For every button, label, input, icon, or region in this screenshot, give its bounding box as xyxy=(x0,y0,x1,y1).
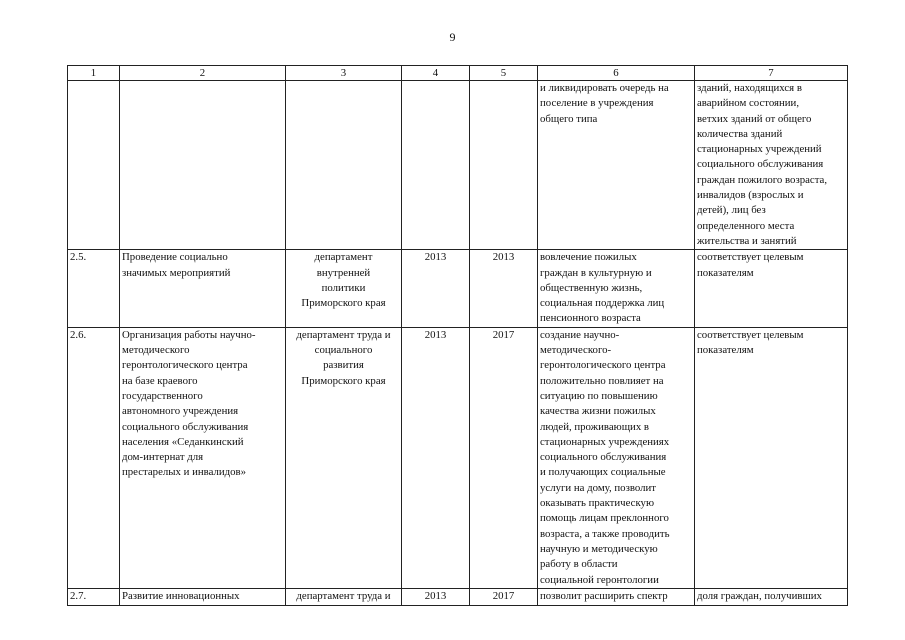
end-year-cell xyxy=(470,81,538,250)
column-header: 2 xyxy=(120,66,286,81)
column-number-row xyxy=(68,66,848,81)
indicator-cell: доля граждан, получивших xyxy=(695,588,848,605)
expected-result-cell: создание научно- методического- геронтологического центра положительно повлияет на ситуацию по повышению качества жизни пожилых людей, проживающих в стационарных учреждениях социального обслуживания и получающих социальные услуги на дому, позволит оказывать практическую помощь лицам преклонного возраста, а также проводить научную и методическую работу в области социальной геронтологии xyxy=(538,327,695,588)
item-number-cell: 2.5. xyxy=(68,250,120,327)
column-header: 6 xyxy=(538,66,695,81)
indicator-cell: соответствует целевым показателям xyxy=(695,250,848,327)
measure-name-cell xyxy=(120,81,286,250)
item-number-cell: 2.6. xyxy=(68,327,120,588)
table-row xyxy=(68,327,848,588)
end-year-cell: 2013 xyxy=(470,250,538,327)
expected-result-cell: и ликвидировать очередь на поселение в учреждения общего типа xyxy=(538,81,695,250)
table-row xyxy=(68,250,848,327)
executor-cell: департамент внутренней политики Приморского края xyxy=(286,250,402,327)
start-year-cell: 2013 xyxy=(402,327,470,588)
expected-result-cell: вовлечение пожилых граждан в культурную и общественную жизнь, социальная поддержка лиц пенсионного возраста xyxy=(538,250,695,327)
indicator-cell: зданий, находящихся в аварийном состоянии, ветхих зданий от общего количества зданий стационарных учреждений социального обслуживания граждан пожилого возраста, инвалидов (взрослых и детей), лиц без определенного места жительства и занятий xyxy=(695,81,848,250)
program-measures-table xyxy=(67,65,848,606)
end-year-cell: 2017 xyxy=(470,588,538,605)
end-year-cell: 2017 xyxy=(470,327,538,588)
measure-name-cell: Развитие инновационных xyxy=(120,588,286,605)
column-header: 7 xyxy=(695,66,848,81)
column-header: 4 xyxy=(402,66,470,81)
start-year-cell: 2013 xyxy=(402,250,470,327)
page-number: 9 xyxy=(449,30,456,44)
column-header: 1 xyxy=(68,66,120,81)
item-number-cell xyxy=(68,81,120,250)
column-header: 3 xyxy=(286,66,402,81)
executor-cell: департамент труда и социального развития Приморского края xyxy=(286,327,402,588)
start-year-cell xyxy=(402,81,470,250)
measure-name-cell: Организация работы научно- методического геронтологического центра на базе краевого государственного автономного учреждения социального обслуживания населения «Седанкинский дом-интернат для престарелых и инвалидов» xyxy=(120,327,286,588)
table-row xyxy=(68,81,848,250)
item-number-cell: 2.7. xyxy=(68,588,120,605)
column-header: 5 xyxy=(470,66,538,81)
executor-cell xyxy=(286,81,402,250)
indicator-cell: соответствует целевым показателям xyxy=(695,327,848,588)
measure-name-cell: Проведение социально значимых мероприятий xyxy=(120,250,286,327)
executor-cell: департамент труда и xyxy=(286,588,402,605)
start-year-cell: 2013 xyxy=(402,588,470,605)
expected-result-cell: позволит расширить спектр xyxy=(538,588,695,605)
table-row xyxy=(68,588,848,605)
